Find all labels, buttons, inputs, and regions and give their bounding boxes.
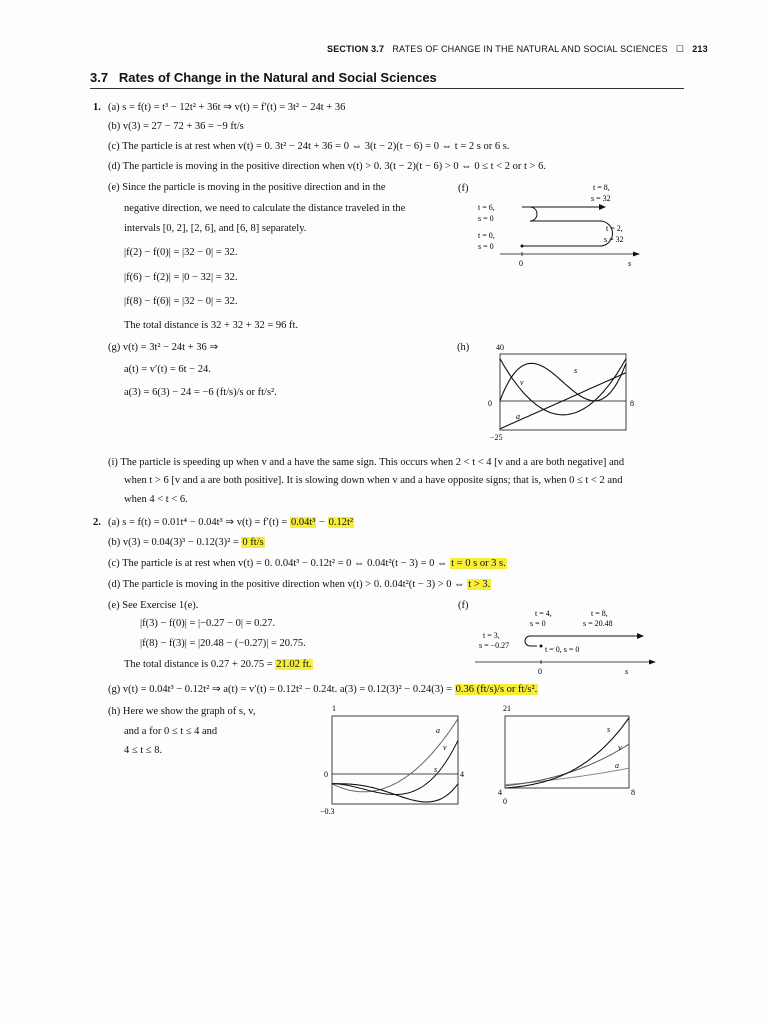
ex2-g-text: (g) v(t) = 0.04t³ − 0.12t² ⇒ a(t) = v′(t) = 0.12t² − 0.24t. a(3) = 0.12(3)² − 0.24(3) = xyxy=(108,684,455,695)
axis-zero: 0 xyxy=(519,259,523,268)
label-s32a: s = 32 xyxy=(591,194,611,203)
exercise-2-number: 2. xyxy=(93,517,101,528)
label-t3: t = 3, xyxy=(483,631,500,640)
a-label: a xyxy=(615,761,619,770)
y-top-label: 40 xyxy=(496,343,504,352)
ex1-e-line1: (e) Since the particle is moving in the positive direction and in the xyxy=(108,182,386,193)
axis-arrow-icon xyxy=(633,252,640,257)
ex1-motion-diagram xyxy=(470,180,650,272)
ex2-e-line2: |f(3) − f(0)| = |−0.27 − 0| = 0.27. xyxy=(140,618,276,629)
path-return xyxy=(525,636,541,646)
exercise-1-number: 1. xyxy=(93,102,101,113)
y-top-label: 21 xyxy=(503,704,511,713)
s-curve xyxy=(500,363,626,400)
ex2-b xyxy=(108,536,265,549)
ex2-a-minus: − xyxy=(316,517,328,528)
a-curve xyxy=(505,768,629,784)
start-dot xyxy=(540,645,543,648)
x-eight-label: 8 xyxy=(631,788,635,797)
page-number: 213 xyxy=(692,44,708,54)
x-four-label: 4 xyxy=(498,788,502,797)
highlight: 21.02 ft. xyxy=(276,659,312,670)
v-curve xyxy=(500,359,626,415)
label-s027: s = −0.27 xyxy=(479,641,510,650)
label-t0: t = 0, s = 0 xyxy=(545,645,580,654)
arrow-head-icon xyxy=(599,204,606,210)
ex2-d-text: (d) The particle is moving in the positive direction when v(t) > 0. 0.04t²(t − 3) > 0 ⇔ xyxy=(108,579,468,590)
axis-s-label: s xyxy=(628,259,632,268)
s-label: s xyxy=(434,765,438,774)
label-s0: s = 0 xyxy=(530,619,546,628)
ex1-i-line1: (i) The particle is speeding up when v and a have the same sign. This occurs when 2 < t < 4 [v and a are both negative] and xyxy=(108,457,625,468)
ex2-h-line1: (h) Here we show the graph of s, v, xyxy=(108,706,256,717)
y-top-label: 1 xyxy=(332,704,336,713)
ex2-c-text: (c) The particle is at rest when v(t) = 0. 0.04t³ − 0.12t² = 0 ⇔ 0.04t²(t − 3) = 0 ⇔ xyxy=(108,558,451,569)
label-t2: t = 2, xyxy=(606,224,623,233)
highlight: t = 0 s or 3 s. xyxy=(451,558,506,569)
a-label: a xyxy=(516,412,520,421)
x-eight-label: 8 xyxy=(630,399,634,408)
ex2-e-line1: (e) See Exercise 1(e). xyxy=(108,600,199,611)
running-title: RATES OF CHANGE IN THE NATURAL AND SOCIAL SCIENCES xyxy=(392,44,668,54)
highlight: t > 3. xyxy=(468,579,491,590)
axis-zero: 0 xyxy=(538,667,542,676)
ex2-e-line4 xyxy=(124,658,313,671)
ex1-e-line2: negative direction, we need to calculate the distance traveled in the xyxy=(124,203,406,214)
v-label: v xyxy=(443,743,447,752)
path-segment-bottom xyxy=(522,221,612,246)
v-curve xyxy=(332,740,458,794)
s-label: s xyxy=(607,725,611,734)
label-t0: t = 0, xyxy=(478,231,495,240)
highlight: 0.04t³ xyxy=(290,517,316,528)
ex1-e-line5: |f(6) − f(2)| = |0 − 32| = 32. xyxy=(124,272,238,283)
ex2-f-label: (f) xyxy=(458,600,469,611)
ex2-a xyxy=(108,516,354,529)
y-zero-label: 0 xyxy=(488,399,492,408)
ex1-e-line3: intervals [0, 2], [2, 6], and [6, 8] separately. xyxy=(124,223,307,234)
ex2-a-text: (a) s = f(t) = 0.01t⁴ − 0.04t³ ⇒ v(t) = f′(t) = xyxy=(108,517,290,528)
label-s2048: s = 20.48 xyxy=(583,619,613,628)
start-dot xyxy=(521,245,524,248)
section-number: 3.7 xyxy=(90,70,109,85)
ex2-d xyxy=(108,578,491,591)
ex1-e-line4: |f(2) − f(0)| = |32 − 0| = 32. xyxy=(124,247,238,258)
plot-frame xyxy=(505,716,629,788)
ex1-g-line1: (g) v(t) = 3t² − 24t + 36 ⇒ xyxy=(108,342,219,353)
arrow-head-icon xyxy=(637,633,644,639)
ex2-graph-right xyxy=(493,700,643,810)
section-label: SECTION 3.7 xyxy=(327,44,385,54)
section-title xyxy=(90,70,437,85)
ex2-motion-diagram xyxy=(475,605,660,680)
y-bottom-label: −25 xyxy=(490,433,503,442)
label-s0a: s = 0 xyxy=(478,214,494,223)
ex1-i-line3: when 4 < t < 6. xyxy=(124,494,188,505)
s-label: s xyxy=(574,366,578,375)
ex2-h-line3: 4 ≤ t ≤ 8. xyxy=(124,745,163,756)
highlight: 0 ft/s xyxy=(242,537,264,548)
s-curve xyxy=(505,718,629,788)
section-title-text: Rates of Change in the Natural and Social Sciences xyxy=(118,70,437,85)
ex1-g-line2: a(t) = v′(t) = 6t − 24. xyxy=(124,364,211,375)
path-segment-middle xyxy=(530,207,600,221)
ex1-i-line2: when t > 6 [v and a are both positive]. It is slowing down when v and a have opposite signs; that is, when 0 ≤ t < 2 and xyxy=(124,475,623,486)
ex2-e4-text: The total distance is 0.27 + 20.75 = xyxy=(124,659,276,670)
ex1-graph xyxy=(480,340,650,445)
x-four-label: 4 xyxy=(460,770,464,779)
ex1-b: (b) v(3) = 27 − 72 + 36 = −9 ft/s xyxy=(108,121,244,132)
a-label: a xyxy=(436,726,440,735)
label-t8: t = 8, xyxy=(591,609,608,618)
title-rule xyxy=(90,88,684,89)
v-label: v xyxy=(520,378,524,387)
highlight: 0.12t² xyxy=(328,517,354,528)
ex1-c: (c) The particle is at rest when v(t) = 0. 3t² − 24t + 36 = 0 ⇔ 3(t − 2)(t − 6) = 0 ⇔ t = 2 s or 6 s. xyxy=(108,141,510,152)
running-header xyxy=(327,44,708,55)
square-icon: ☐ xyxy=(675,44,685,54)
ex1-e-line7: The total distance is 32 + 32 + 32 = 96 ft. xyxy=(124,320,299,331)
v-curve xyxy=(505,744,629,786)
axis-arrow-icon xyxy=(649,660,656,665)
ex1-g-line3: a(3) = 6(3) − 24 = −6 (ft/s)/s or ft/s². xyxy=(124,387,277,398)
axis-s-label: s xyxy=(625,667,629,676)
label-t8: t = 8, xyxy=(593,183,610,192)
y-zero-label: 0 xyxy=(324,770,328,779)
ex2-h-line2: and a for 0 ≤ t ≤ 4 and xyxy=(124,726,218,737)
y-bottom-label: −0.3 xyxy=(320,807,335,816)
v-label: v xyxy=(618,743,622,752)
ex1-f-label: (f) xyxy=(458,183,469,194)
label-t6: t = 6, xyxy=(478,203,495,212)
ex2-c xyxy=(108,557,507,570)
ex2-e-line3: |f(8) − f(3)| = |20.48 − (−0.27)| = 20.75. xyxy=(140,638,306,649)
ex1-e-line6: |f(8) − f(6)| = |32 − 0| = 32. xyxy=(124,296,238,307)
label-s0b: s = 0 xyxy=(478,242,494,251)
ex1-d: (d) The particle is moving in the positive direction when v(t) > 0. 3(t − 2)(t − 6) > 0 ⇔ 0 ≤ t < 2 or t > 6. xyxy=(108,161,546,172)
ex1-h-label: (h) xyxy=(457,342,470,353)
ex1-a: (a) s = f(t) = t³ − 12t² + 36t ⇒ v(t) = f′(t) = 3t² − 24t + 36 xyxy=(108,102,346,113)
y-zero-label: 0 xyxy=(503,797,507,806)
label-t4: t = 4, xyxy=(535,609,552,618)
ex2-g xyxy=(108,683,538,696)
ex2-b-text: (b) v(3) = 0.04(3)³ − 0.12(3)² = xyxy=(108,537,242,548)
highlight: 0.36 (ft/s)/s or ft/s². xyxy=(455,684,538,695)
label-s32b: s = 32 xyxy=(604,235,624,244)
ex2-graph-left xyxy=(318,700,468,820)
